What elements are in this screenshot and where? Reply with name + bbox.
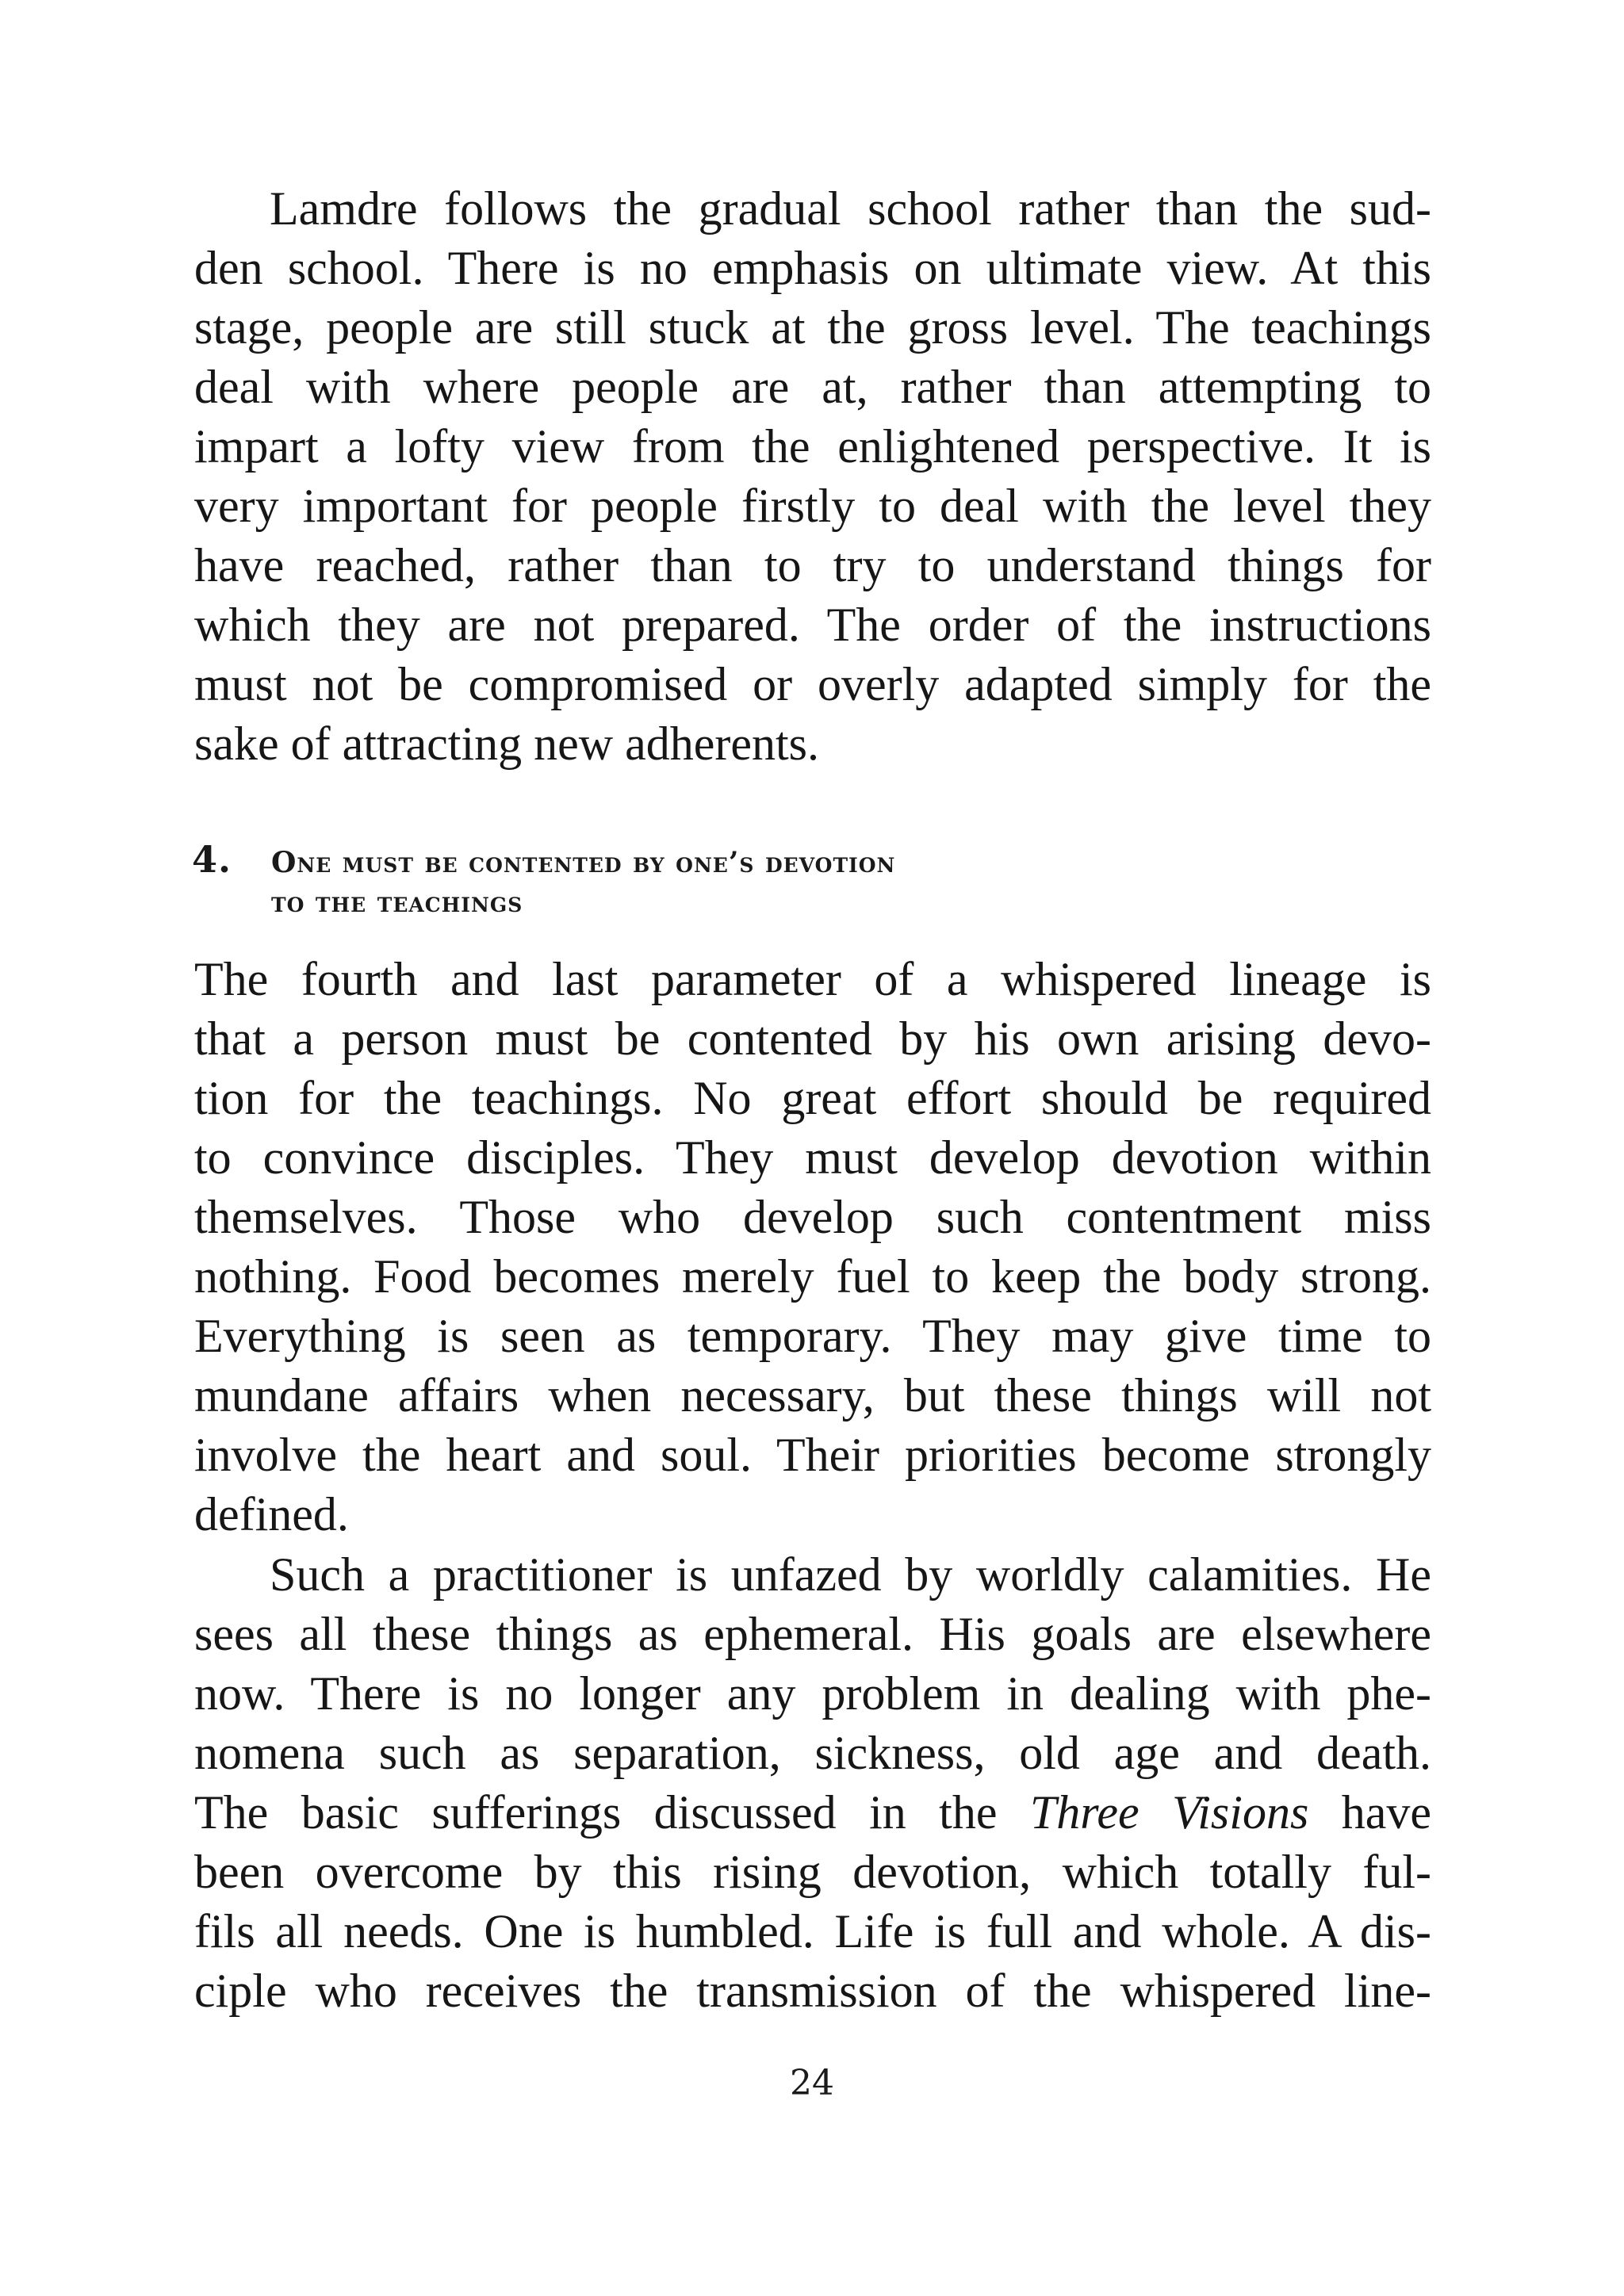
text-line: have reached, rather than to try to understand things for xyxy=(194,539,1431,591)
text-line: den school. There is no emphasis on ultimate view. At this xyxy=(194,242,1431,294)
section-heading-line-1 xyxy=(192,838,1381,881)
book-title: Three Visions xyxy=(1029,1786,1309,1839)
text-line: sake of attracting new adherents. xyxy=(194,718,819,770)
text-line: stage, people are still stuck at the gross level. The teachings xyxy=(194,301,1431,354)
text-line: themselves. Those who develop such contentment miss xyxy=(194,1191,1431,1243)
text-line: involve the heart and soul. Their priorities become strongly xyxy=(194,1429,1431,1481)
text-line: defined. xyxy=(194,1488,349,1540)
section-heading xyxy=(192,838,1381,924)
text-line: mundane affairs when necessary, but these things will not xyxy=(194,1369,1431,1422)
text-line: The fourth and last parameter of a whispered lineage is xyxy=(194,953,1431,1005)
text-line: now. There is no longer any problem in dealing with phe- xyxy=(194,1667,1431,1720)
text-line: to convince disciples. They must develop devotion within xyxy=(194,1131,1431,1184)
paragraph-lamdre-gradual-school xyxy=(194,179,1431,774)
section-number: 4. xyxy=(192,838,232,881)
text-line: impart a lofty view from the enlightened perspective. It is xyxy=(194,420,1431,473)
paragraph-fourth-parameter xyxy=(194,950,1431,1544)
section-heading-line-2: to the teachings xyxy=(271,886,523,919)
text-line: which they are not prepared. The order of the instructions xyxy=(194,599,1431,651)
section-heading-text-1: One must be contented by one’s devotion xyxy=(271,846,896,879)
text-line: deal with where people are at, rather than attempting to xyxy=(194,361,1431,413)
text-line: Everything is seen as temporary. They may give time to xyxy=(194,1310,1431,1362)
text-line: fils all needs. One is humbled. Life is full and whole. A dis- xyxy=(194,1905,1431,1957)
text-line: that a person must be contented by his own arising devo- xyxy=(194,1012,1431,1065)
text-line: must not be compromised or overly adapted simply for the xyxy=(194,658,1431,710)
paragraph-unfazed-practitioner xyxy=(194,1545,1431,2021)
text-line-with-title xyxy=(194,1783,1431,1843)
text-line: Such a practitioner is unfazed by worldly calamities. He xyxy=(270,1548,1431,1601)
text-line: Lamdre follows the gradual school rather than the sud- xyxy=(270,182,1431,235)
text-line: nothing. Food becomes merely fuel to keep the body strong. xyxy=(194,1250,1431,1303)
text-line: very important for people firstly to deal with the level they xyxy=(194,480,1431,532)
text-line: nomena such as separation, sickness, old age and death. xyxy=(194,1727,1431,1779)
text-line: ciple who receives the transmission of the whispered line- xyxy=(194,1965,1431,2017)
page-number: 24 xyxy=(790,2063,834,2103)
text-line: tion for the teachings. No great effort should be required xyxy=(194,1072,1431,1124)
text-segment: The basic sufferings discussed in the xyxy=(194,1786,1030,1839)
text-line: sees all these things as ephemeral. His goals are elsewhere xyxy=(194,1608,1431,1660)
text-segment: have xyxy=(1308,1786,1431,1839)
text-line: been overcome by this rising devotion, which totally ful- xyxy=(194,1846,1431,1898)
